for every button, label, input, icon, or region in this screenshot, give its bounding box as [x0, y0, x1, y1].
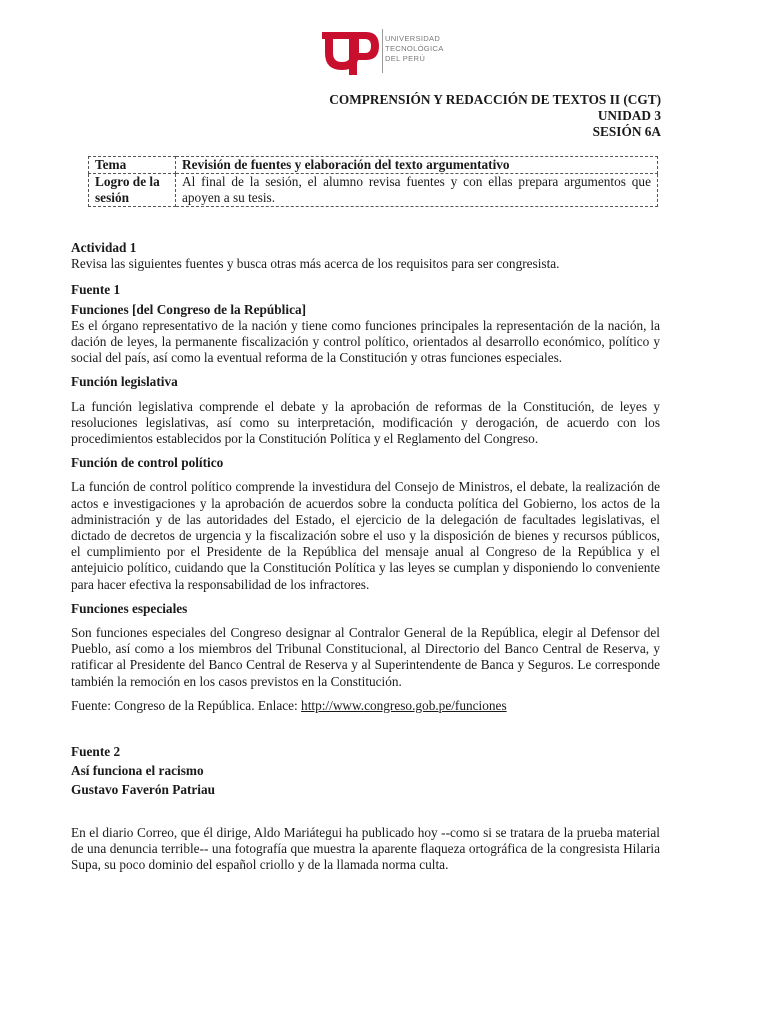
goal-label-line-1: Logro de la: [95, 174, 160, 189]
table-row-goal: [89, 174, 658, 207]
special-title: Funciones especiales: [71, 600, 188, 616]
activity-title: Actividad 1: [71, 240, 137, 255]
congreso-link[interactable]: http://www.congreso.gob.pe/funciones: [301, 697, 507, 713]
logo-line-3: DEL PERÚ: [385, 54, 426, 63]
control-text: La función de control político comprende la investidura del Consejo de Ministros, el debate, la realización de actos e investigaciones y la aprobación de acuerdos sobre la conducta política del Gobierno, los actos de la administración y de las autoridades del Estado, el ejercicio de la delegación de facultades legislativas, el dictado de decretos de urgencia y la fiscalización sobre el uso y la disposición de bienes y recursos públicos, el cumplimiento por el Presidente de la República del mensaje anual al Congreso de la República y el antejuicio político, cuidando que la Constitución Política y las leyes se cumplan y disponiendo lo conveniente para hacer efectiva la responsabilidad de los infractores.: [71, 479, 660, 592]
course-title: COMPRENSIÓN Y REDACCIÓN DE TEXTOS II (CGT): [329, 92, 661, 107]
source2-author: Gustavo Faverón Patriau: [71, 782, 216, 798]
legislative-title: Función legislativa: [71, 374, 178, 390]
source1-reference-label: Fuente: Congreso de la República. Enlace:: [71, 697, 302, 713]
logo-line-2: TECNOLÓGICA: [385, 44, 444, 53]
logo-wordmark: [385, 34, 444, 64]
table-row-topic: [89, 157, 658, 174]
special-text: Son funciones especiales del Congreso designar al Contralor General de la República, elegir al Defensor del Pueblo, así como a los miembros del Tribunal Constitucional, al Directorio del Banco Central de Reserva, y ratificar al Presidente del Banco Central de Reserva y al Superintendente de Banca y Seguros. Le corresponde también la remoción en los casos previstos en la Constitución.: [71, 625, 660, 689]
session-label: SESIÓN 6A: [592, 124, 661, 139]
topic-label: Tema: [89, 157, 176, 174]
source1-reference: [71, 698, 660, 714]
legislative-text: La función legislativa comprende el debate y la aprobación de reformas de la Constitución, de leyes y resoluciones legislativas, así como su interpretación, modificación y derogación, de acuerdo con los procedimientos establecidos por la Constitución Política y el Reglamento del Congreso.: [71, 398, 660, 447]
logo-line-1: UNIVERSIDAD: [385, 34, 441, 43]
source2-title: Fuente 2: [71, 744, 121, 760]
topic-value: Revisión de fuentes y elaboración del texto argumentativo: [176, 157, 658, 174]
unit-label: UNIDAD 3: [597, 108, 661, 123]
activity-text: Revisa las siguientes fuentes y busca otras más acerca de los requisitos para ser congresista.: [71, 256, 560, 272]
source1-title: Fuente 1: [71, 282, 121, 298]
control-title: Función de control político: [71, 455, 224, 471]
session-info-table: [88, 156, 658, 207]
source2-text: En el diario Correo, que él dirige, Aldo Mariátegui ha publicado hoy --como si se tratara de la prueba material de una denuncia terrible-- una fotografía que muestra la aparente flaqueza ortográfica de la congresista Hilaria Supa, su poco dominio del español criollo y de la llamada norma culta.: [71, 824, 660, 873]
goal-value: Al final de la sesión, el alumno revisa fuentes y con ellas prepara argumentos que apoyen a su tesis.: [176, 174, 658, 207]
source1-subtitle: Funciones [del Congreso de la República]: [71, 301, 307, 317]
document-header: [329, 92, 661, 140]
source1-intro: Es el órgano representativo de la nación y tiene como funciones principales la representación de la nación, la dación de leyes, la permanente fiscalización y control político, orientados al desarrollo económico, político y social del país, así como la eventual reforma de la Constitución y otras funciones especiales.: [71, 317, 660, 366]
source2-subtitle: Así funciona el racismo: [71, 763, 204, 779]
document-body: [71, 240, 660, 873]
goal-label: [89, 174, 176, 207]
goal-label-line-2: sesión: [95, 190, 129, 205]
